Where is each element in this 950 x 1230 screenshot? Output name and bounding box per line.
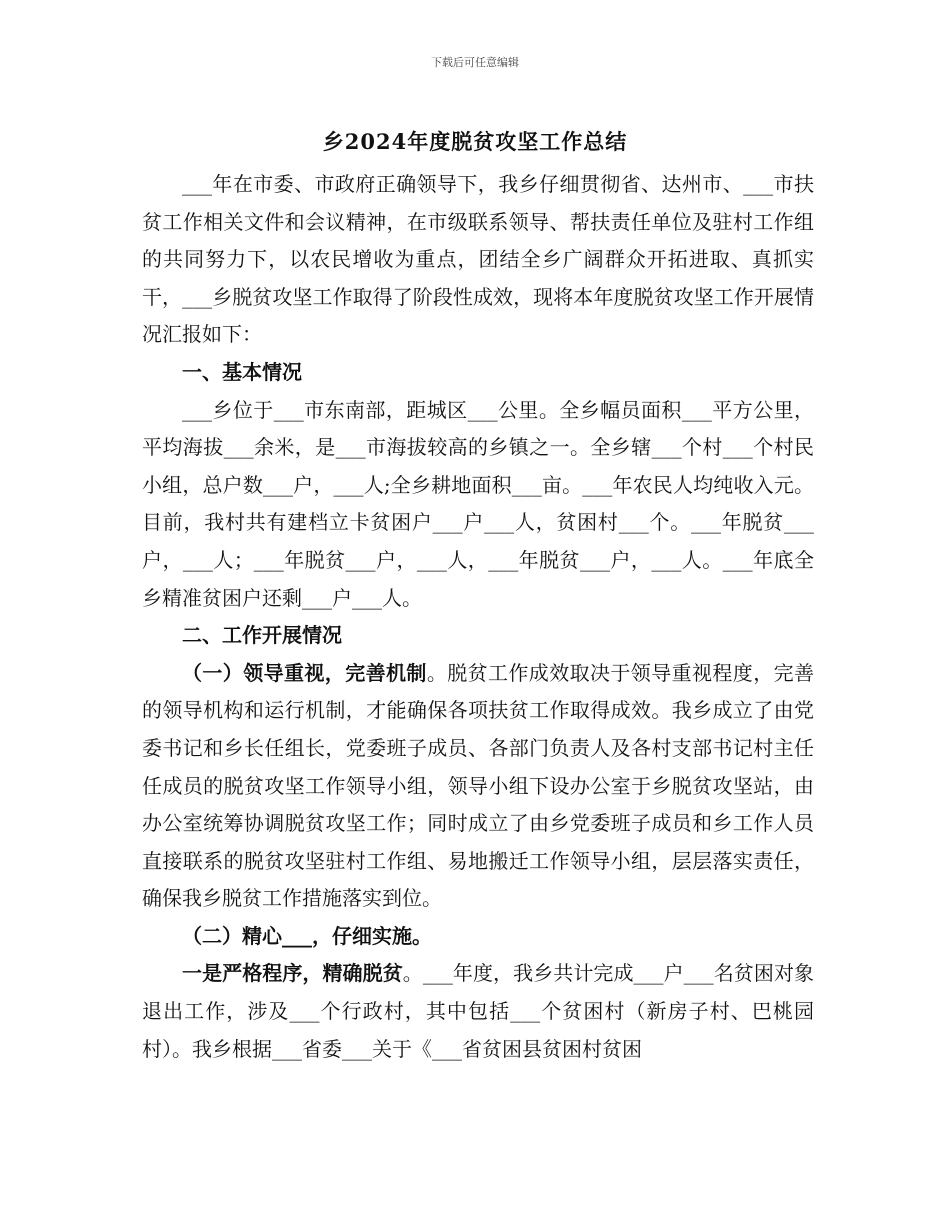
section-heading-work-progress: 二、工作开展情况 — [182, 623, 342, 648]
leadership-lead: （一）领导重视，完善机制 — [182, 660, 427, 685]
section-heading-basic-situation: 一、基本情况 — [182, 359, 302, 384]
header-note: 下载后可任意编辑 — [431, 56, 519, 69]
document-title: 乡2024年度脱贫攻坚工作总结 — [322, 129, 628, 154]
procedure-paragraph — [142, 955, 814, 1068]
intro-paragraph: ___年在市委、市政府正确领导下，我乡仔细贯彻省、达州市、___市扶贫工作相关文件和会议精神，在市级联系领导、帮扶责任单位及驻村工作组的共同努力下，以农民增收为重点，团结全乡广阔群众开拓进取、真抓实干，___乡脱贫攻坚工作取得了阶段性成效，现将本年度脱贫攻坚工作开展情况汇报如下： — [142, 172, 814, 347]
leadership-text: 。脱贫工作成效取决于领导重视程度，完善的领导机构和运行机制，才能确保各项扶贫工作取得成效。我乡成立了由党委书记和乡长任组长，党委班子成员、各部门负责人及各村支部书记村主任任成员的脱贫攻坚工作领导小组，领导小组下设办公室于乡脱贫攻坚站，由办公室统筹协调脱贫攻坚工作；同时成立了由乡党委班子成员和乡工作人员直接联系的脱贫攻坚驻村工作组、易地搬迁工作领导小组，层层落实责任，确保我乡脱贫工作措施落实到位。 — [142, 660, 815, 911]
procedure-lead: 一是严格程序，精确脱贫 — [182, 961, 403, 986]
basic-situation-paragraph: ___乡位于___市东南部，距城区___公里。全乡幅员面积___平方公里，平均海拔___余米，是___市海拔较高的乡镇之一。全乡辖___个村___个村民小组，总户数___户，___人;全乡耕地面积___亩。___年农民人均纯收入元。目前，我村共有建档立卡贫困户___户___人，贫困村___个。___年脱贫___户，___人；___年脱贫___户，___人，___年脱贫___户，___人。___年底全乡精准贫困户还剩___户___人。 — [142, 397, 814, 610]
subsection-heading-implementation: （二）精心___，仔细实施。 — [182, 923, 432, 948]
procedure-text: 。___年度，我乡共计完成___户___名贫困对象退出工作，涉及___个行政村，其中包括___个贫困村（新房子村、巴桃园村）。我乡根据___省委___关于《___省贫困县贫困村贫困 — [142, 961, 815, 1061]
document-body — [142, 166, 814, 1068]
leadership-paragraph — [142, 655, 814, 918]
